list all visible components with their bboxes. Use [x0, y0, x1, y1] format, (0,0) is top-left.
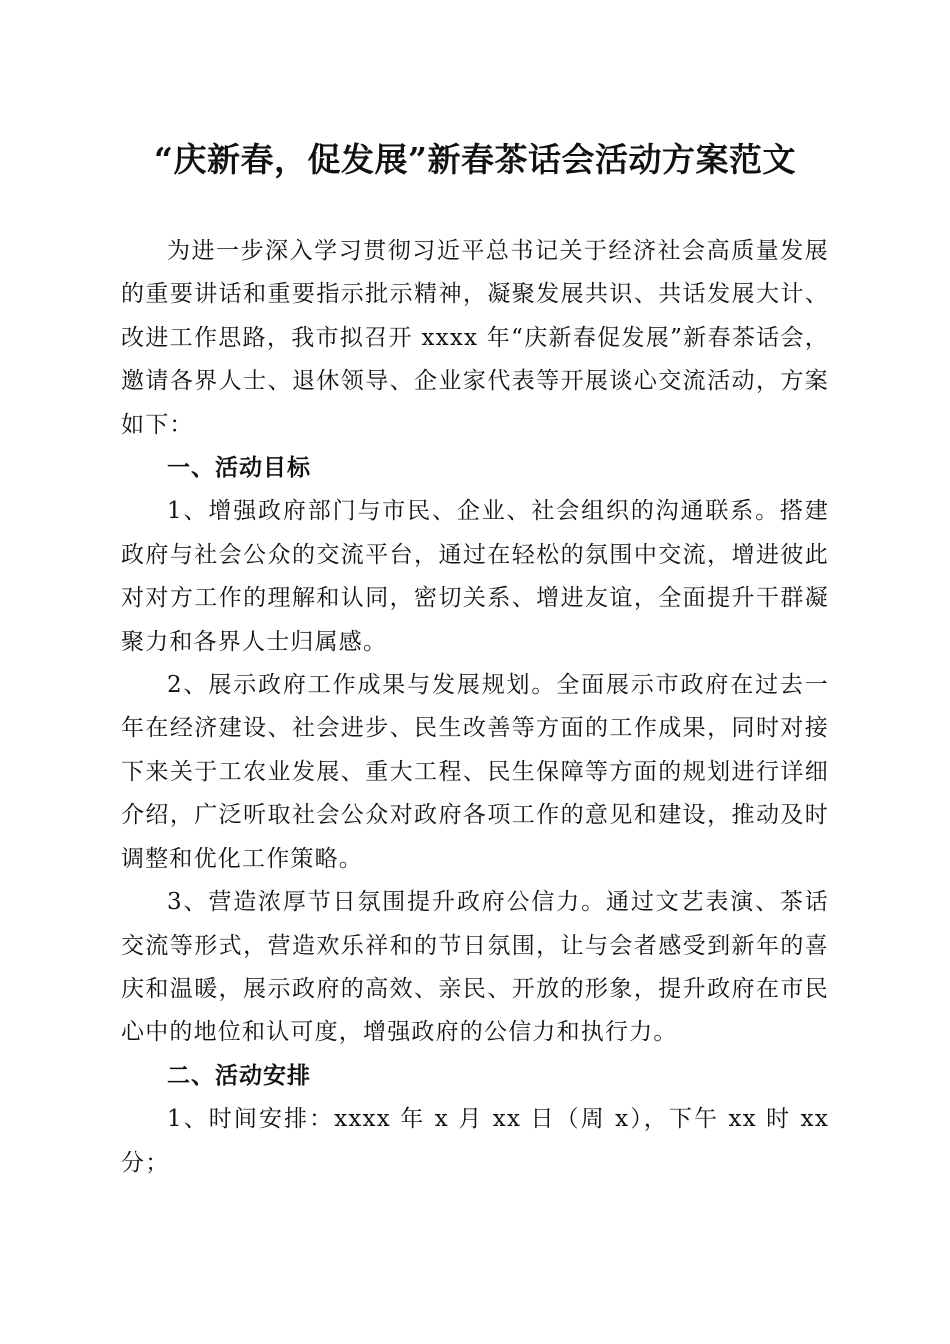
section-heading-goals: 一、活动目标 [167, 455, 311, 482]
goal-item-3: 3、营造浓厚节日氛围提升政府公信力。通过文艺表演、茶话交流等形式，营造欢乐祥和的节日氛围，让与会者感受到新年的喜庆和温暖，展示政府的高效、亲民、开放的形象，提升政府在市民心中的地位和认可度，增强政府的公信力和执行力。 [121, 889, 829, 1046]
goal-item-1: 1、增强政府部门与市民、企业、社会组织的沟通联系。搭建政府与社会公众的交流平台，通过在轻松的氛围中交流，增进彼此对对方工作的理解和认同，密切关系、增进友谊，全面提升干群凝聚力和各界人士归属感。 [121, 498, 829, 655]
section-heading-arrangement: 二、活动安排 [167, 1062, 311, 1089]
document-body [121, 230, 829, 1185]
arrangement-item-1: 1、时间安排：xxxx 年 x 月 xx 日（周 x），下午 xx 时 xx 分； [121, 1106, 829, 1176]
intro-paragraph: 为进一步深入学习贯彻习近平总书记关于经济社会高质量发展的重要讲话和重要指示批示精神，凝聚发展共识、共话发展大计、改进工作思路，我市拟召开 xxxx 年“庆新春促发展”新春茶话会，邀请各界人士、退休领导、企业家代表等开展谈心交流活动，方案如下： [121, 238, 829, 438]
document-title: “庆新春，促发展”新春茶话会活动方案范文 [154, 140, 796, 179]
goal-item-2: 2、展示政府工作成果与发展规划。全面展示市政府在过去一年在经济建设、社会进步、民生改善等方面的工作成果，同时对接下来关于工农业发展、重大工程、民生保障等方面的规划进行详细介绍，广泛听取社会公众对政府各项工作的意见和建设，推动及时调整和优化工作策略。 [121, 672, 829, 872]
